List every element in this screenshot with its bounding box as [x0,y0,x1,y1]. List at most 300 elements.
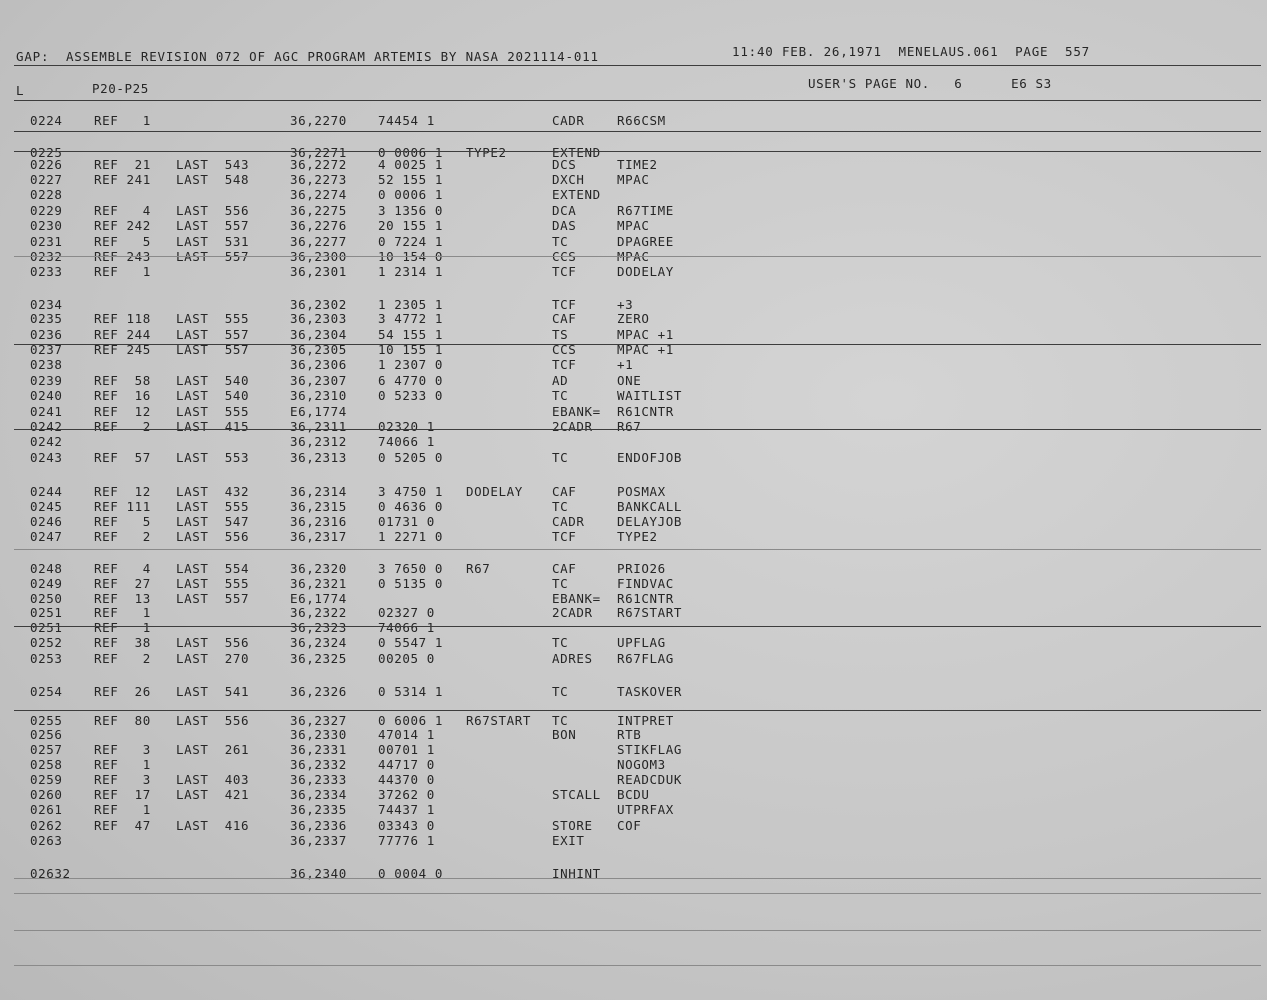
listing-ref: REF 57 [94,450,151,465]
listing-code: 1 2305 1 [378,297,444,312]
listing-row [0,514,1267,529]
listing-row [0,576,1267,591]
listing-code: 52 155 1 [378,172,444,187]
listing-row [0,620,1267,635]
listing-code: 03343 0 [378,818,435,833]
listing-rule [14,256,1261,257]
listing-op: TCF [552,529,577,544]
listing-op: DAS [552,218,577,233]
listing-code: 0 6006 1 [378,713,444,728]
listing-line: 0259 [30,772,63,787]
listing-row [0,404,1267,419]
listing-ref: REF 17 [94,787,151,802]
listing-code: 0 5205 0 [378,450,444,465]
listing-line: 0239 [30,373,63,388]
listing-ref: REF 16 [94,388,151,403]
listing-line: 0242 [30,434,63,449]
listing-row [0,833,1267,848]
listing-row [0,157,1267,172]
listing-row [0,591,1267,606]
listing-op: ADRES [552,651,593,666]
listing-op: TCF [552,297,577,312]
listing-last: LAST 403 [176,772,250,787]
listing-operand: MPAC +1 [617,342,674,357]
listing-row [0,113,1267,128]
listing-addr: 36,2277 [290,234,347,249]
footer-rule [14,893,1261,894]
listing-op: EBANK= [552,591,601,606]
listing-addr: 36,2271 [290,145,347,160]
listing-line: 0229 [30,203,63,218]
listing-code: 0 5547 1 [378,635,444,650]
listing-addr: 36,2334 [290,787,347,802]
listing-code: 74066 1 [378,434,435,449]
listing-last: LAST 415 [176,419,250,434]
listing-row [0,187,1267,202]
listing-operand: TYPE2 [617,529,658,544]
listing-addr: 36,2274 [290,187,347,202]
listing-rule [14,429,1261,430]
listing-addr: 36,2276 [290,218,347,233]
listing-code: 02320 1 [378,419,435,434]
listing-code: 1 2314 1 [378,264,444,279]
listing-op: STORE [552,818,593,833]
listing-row [0,499,1267,514]
listing-code: 3 4772 1 [378,311,444,326]
listing-line: 0244 [30,484,63,499]
listing-line: 0230 [30,218,63,233]
listing-line: 0251 [30,605,63,620]
listing-ref: REF 2 [94,651,151,666]
listing-code: 0 7224 1 [378,234,444,249]
listing-addr: 36,2320 [290,561,347,576]
listing-line: 0228 [30,187,63,202]
listing-code: 02327 0 [378,605,435,620]
listing-last: LAST 557 [176,591,250,606]
listing-line: 0227 [30,172,63,187]
listing-addr: 36,2326 [290,684,347,699]
listing-op: AD [552,373,569,388]
listing-operand: POSMAX [617,484,666,499]
listing-addr: 36,2300 [290,249,347,264]
listing-code: 37262 0 [378,787,435,802]
listing-operand: MPAC [617,172,650,187]
listing-operand: TIME2 [617,157,658,172]
listing-operand: NOGOM3 [617,757,666,772]
listing-row [0,203,1267,218]
listing-op: TC [552,234,569,249]
listing-operand: ZERO [617,311,650,326]
listing-addr: 36,2313 [290,450,347,465]
listing-row [0,605,1267,620]
listing-row [0,772,1267,787]
listing-line: 0242 [30,419,63,434]
listing-line: 0243 [30,450,63,465]
listing-row [0,450,1267,465]
listing-row [0,311,1267,326]
listing-operand: R67 [617,419,642,434]
header-section: P20-P25 [92,81,149,96]
listing-line: 0236 [30,327,63,342]
listing-row [0,373,1267,388]
listing-addr: E6,1774 [290,404,347,419]
listing-code: 0 0006 1 [378,145,444,160]
listing-row [0,172,1267,187]
listing-operand: MPAC +1 [617,327,674,342]
listing-line: 0224 [30,113,63,128]
listing-op: 2CADR [552,605,593,620]
listing-line: 0248 [30,561,63,576]
listing-code: 6 4770 0 [378,373,444,388]
listing-addr: 36,2321 [290,576,347,591]
listing-code: 10 155 1 [378,342,444,357]
listing-addr: 36,2317 [290,529,347,544]
listing-operand: PRIO26 [617,561,666,576]
listing-row [0,802,1267,817]
listing-last: LAST 555 [176,311,250,326]
listing-addr: 36,2325 [290,651,347,666]
listing-operand: DELAYJOB [617,514,683,529]
listing-row [0,742,1267,757]
listing-code: 0 0006 1 [378,187,444,202]
listing-last: LAST 556 [176,713,250,728]
listing-line: 0249 [30,576,63,591]
listing-op: TC [552,635,569,650]
listing-line: 0235 [30,311,63,326]
listing-row [0,529,1267,544]
listing-last: LAST 541 [176,684,250,699]
listing-label: R67START [466,713,532,728]
listing-ref: REF 2 [94,529,151,544]
listing-op: DXCH [552,172,585,187]
listing-line: 0240 [30,388,63,403]
listing-addr: 36,2340 [290,866,347,881]
listing-line: 0253 [30,651,63,666]
listing-code: 3 7650 0 [378,561,444,576]
listing-addr: 36,2306 [290,357,347,372]
listing-addr: 36,2272 [290,157,347,172]
listing-code: 10 154 0 [378,249,444,264]
listing-last: LAST 557 [176,327,250,342]
listing-last: LAST 548 [176,172,250,187]
listing-code: 00205 0 [378,651,435,666]
listing-code: 54 155 1 [378,327,444,342]
listing-last: LAST 416 [176,818,250,833]
listing-ref: REF 241 [94,172,151,187]
listing-last: LAST 543 [176,157,250,172]
listing-operand: COF [617,818,642,833]
listing-operand: BANKCALL [617,499,683,514]
listing-op: TC [552,713,569,728]
listing-last: LAST 547 [176,514,250,529]
listing-row [0,757,1267,772]
listing-op: TC [552,684,569,699]
listing-line: 0225 [30,145,63,160]
listing-operand: RTB [617,727,642,742]
listing-addr: 36,2330 [290,727,347,742]
listing-operand: +1 [617,357,634,372]
listing-last: LAST 540 [176,388,250,403]
listing-line: 0247 [30,529,63,544]
listing-last: LAST 556 [176,529,250,544]
listing-line: 0257 [30,742,63,757]
header-rule [14,65,1261,66]
listing-line: 0233 [30,264,63,279]
listing-ref: REF 1 [94,757,151,772]
header-title: GAP: ASSEMBLE REVISION 072 OF AGC PROGRAM ARTEMIS BY NASA 2021114-011 [16,49,599,64]
listing-code: 0 0004 0 [378,866,444,881]
listing-addr: 36,2323 [290,620,347,635]
listing-last: LAST 556 [176,635,250,650]
listing-row [0,218,1267,233]
listing-line: 0260 [30,787,63,802]
listing-line: 0226 [30,157,63,172]
listing-operand: STIKFLAG [617,742,683,757]
listing-ref: REF 118 [94,311,151,326]
listing-ref: REF 58 [94,373,151,388]
listing-op: TC [552,450,569,465]
listing-rule [14,878,1261,879]
listing-operand: MPAC [617,249,650,264]
listing-op: TC [552,388,569,403]
listing-ref: REF 111 [94,499,151,514]
footer-rule [14,965,1261,966]
listing-operand: R66CSM [617,113,666,128]
listing-op: DCA [552,203,577,218]
listing-addr: 36,2314 [290,484,347,499]
listing-ref: REF 4 [94,561,151,576]
listing-line: 0255 [30,713,63,728]
listing-addr: 36,2307 [290,373,347,388]
listing-ref: REF 21 [94,157,151,172]
listing-operand: R67FLAG [617,651,674,666]
listing-ref: REF 5 [94,234,151,249]
listing-last: LAST 432 [176,484,250,499]
listing-last: LAST 557 [176,218,250,233]
listing-operand: TASKOVER [617,684,683,699]
listing-row [0,434,1267,449]
listing-ref: REF 1 [94,113,151,128]
listing-last: LAST 270 [176,651,250,666]
listing-addr: 36,2305 [290,342,347,357]
listing-rule [14,710,1261,711]
listing-last: LAST 555 [176,576,250,591]
listing-ref: REF 38 [94,635,151,650]
listing-row [0,635,1267,650]
listing-operand: MPAC [617,218,650,233]
listing-code: 44370 0 [378,772,435,787]
listing-code: 1 2307 0 [378,357,444,372]
listing-op: CAF [552,561,577,576]
listing-addr: 36,2327 [290,713,347,728]
listing-line: 0241 [30,404,63,419]
listing-ref: REF 1 [94,264,151,279]
listing-code: 74437 1 [378,802,435,817]
listing-last: LAST 556 [176,203,250,218]
listing-operand: BCDU [617,787,650,802]
listing-code: 47014 1 [378,727,435,742]
header-timestamp: 11:40 FEB. 26,1971 MENELAUS.061 PAGE 557 [732,44,1091,59]
listing-ref: REF 47 [94,818,151,833]
listing-addr: E6,1774 [290,591,347,606]
listing-ref: REF 1 [94,620,151,635]
header-marker: L [16,83,25,98]
listing-ref: REF 80 [94,713,151,728]
listing-last: LAST 421 [176,787,250,802]
listing-op: CAF [552,484,577,499]
listing-addr: 36,2335 [290,802,347,817]
listing-addr: 36,2301 [290,264,347,279]
listing-op: CADR [552,514,585,529]
listing-addr: 36,2333 [290,772,347,787]
listing-line: 0262 [30,818,63,833]
listing-addr: 36,2311 [290,419,347,434]
listing-row [0,561,1267,576]
listing-code: 74066 1 [378,620,435,635]
listing-op: TC [552,499,569,514]
listing-addr: 36,2332 [290,757,347,772]
listing-last: LAST 557 [176,249,250,264]
listing-rule [14,626,1261,627]
listing-ref: REF 26 [94,684,151,699]
listing-op: CCS [552,342,577,357]
listing-last: LAST 553 [176,450,250,465]
listing-op: CCS [552,249,577,264]
listing-operand: DPAGREE [617,234,674,249]
listing-addr: 36,2302 [290,297,347,312]
listing-row [0,684,1267,699]
listing-operand: +3 [617,297,634,312]
listing-ref: REF 245 [94,342,151,357]
listing-label: DODELAY [466,484,523,499]
listing-addr: 36,2324 [290,635,347,650]
listing-operand: R67TIME [617,203,674,218]
listing-line: 0237 [30,342,63,357]
listing-code: 0 5314 1 [378,684,444,699]
listing-row [0,713,1267,728]
listing-op: TC [552,576,569,591]
listing-row [0,264,1267,279]
listing-ref: REF 1 [94,605,151,620]
listing-ref: REF 3 [94,772,151,787]
listing-line: 0234 [30,297,63,312]
listing-row [0,388,1267,403]
listing-rule [14,549,1261,550]
listing-op: CADR [552,113,585,128]
listing-operand: R67START [617,605,683,620]
listing-addr: 36,2310 [290,388,347,403]
listing-operand: READCDUK [617,772,683,787]
listing-op: CAF [552,311,577,326]
listing-label: R67 [466,561,491,576]
listing-op: EXTEND [552,145,601,160]
listing-last: LAST 531 [176,234,250,249]
listing-last: LAST 554 [176,561,250,576]
listing-row [0,297,1267,312]
listing-code: 0 4636 0 [378,499,444,514]
listing-op: 2CADR [552,419,593,434]
listing-last: LAST 555 [176,404,250,419]
header-user-page: USER'S PAGE NO. 6 E6 S3 [808,76,1052,91]
listing-code: 74454 1 [378,113,435,128]
listing-op: TS [552,327,569,342]
listing-op: EBANK= [552,404,601,419]
listing-addr: 36,2273 [290,172,347,187]
listing-op: STCALL [552,787,601,802]
listing-addr: 36,2316 [290,514,347,529]
listing-code: 3 4750 1 [378,484,444,499]
listing-addr: 36,2303 [290,311,347,326]
listing-ref: REF 12 [94,484,151,499]
listing-code: 4 0025 1 [378,157,444,172]
listing-ref: REF 5 [94,514,151,529]
listing-ref: REF 243 [94,249,151,264]
listing-label: TYPE2 [466,145,507,160]
listing-ref: REF 244 [94,327,151,342]
listing-op: EXIT [552,833,585,848]
listing-operand: UTPRFAX [617,802,674,817]
listing-code: 3 1356 0 [378,203,444,218]
listing-operand: DODELAY [617,264,674,279]
listing-operand: ENDOFJOB [617,450,683,465]
listing-ref: REF 12 [94,404,151,419]
listing-line: 0256 [30,727,63,742]
footer-rule [14,930,1261,931]
listing-rule [14,131,1261,132]
listing-line: 0254 [30,684,63,699]
listing-code: 00701 1 [378,742,435,757]
listing-code: 01731 0 [378,514,435,529]
listing-last: LAST 555 [176,499,250,514]
listing-row [0,727,1267,742]
listing-addr: 36,2315 [290,499,347,514]
listing-operand: ONE [617,373,642,388]
listing-row [0,787,1267,802]
listing-code: 44717 0 [378,757,435,772]
listing-operand: R61CNTR [617,404,674,419]
listing-line: 0246 [30,514,63,529]
listing-line: 0232 [30,249,63,264]
listing-code: 0 5233 0 [378,388,444,403]
listing-ref: REF 2 [94,419,151,434]
listing-code: 20 155 1 [378,218,444,233]
listing-line: 0261 [30,802,63,817]
listing-ref: REF 242 [94,218,151,233]
listing-last: LAST 540 [176,373,250,388]
listing-line: 0245 [30,499,63,514]
listing-addr: 36,2337 [290,833,347,848]
listing-addr: 36,2312 [290,434,347,449]
listing-addr: 36,2275 [290,203,347,218]
listing-row [0,818,1267,833]
listing-code: 1 2271 0 [378,529,444,544]
listing-row [0,651,1267,666]
listing-line: 0231 [30,234,63,249]
listing-rule [14,344,1261,345]
listing-row [0,419,1267,434]
listing-code: 77776 1 [378,833,435,848]
listing-line: 0263 [30,833,63,848]
listing-addr: 36,2336 [290,818,347,833]
listing-operand: INTPRET [617,713,674,728]
listing-op: DCS [552,157,577,172]
listing-op: TCF [552,264,577,279]
listing-line: 0258 [30,757,63,772]
listing-op: BON [552,727,577,742]
listing-line: 0250 [30,591,63,606]
listing-last: LAST 557 [176,342,250,357]
listing-operand: R61CNTR [617,591,674,606]
